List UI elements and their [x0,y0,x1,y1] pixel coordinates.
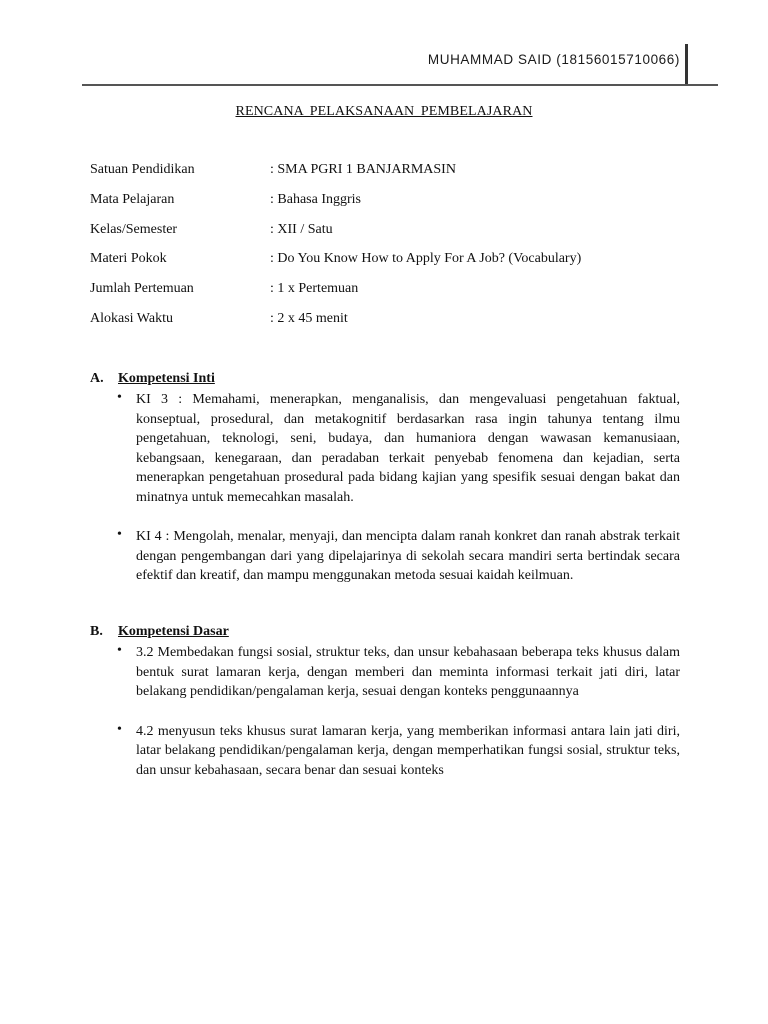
bullet-dot-icon: • [117,390,122,405]
list-item-text: 4.2 menyusun teks khusus surat lamaran kerja, yang memberikan informasi antara lain jati diri, latar belakang pendidikan/pengalaman kerja, dengan memperhatikan fungsi sosial, struktur teks, dan unsur kebahasaan, secara benar dan sesuai konteks [136,723,680,778]
list-item-text: 3.2 Membedakan fungsi sosial, struktur teks, dan unsur kebahasaan beberapa teks khusus dalam bentuk surat lamaran kerja, dengan memberi dan meminta informasi terkait jati diri, latar belakang pendidikan/pengalaman kerja, sesuai dengan konteks penggunaannya [136,645,680,699]
header-author: MUHAMMAD SAID (18156015710066) [427,52,680,67]
info-row [90,281,690,311]
section-heading [90,371,680,390]
info-value: : Do You Know How to Apply For A Job? (Vocabulary) [270,251,582,267]
list-item [90,722,680,781]
info-table [90,162,690,341]
info-value: : 1 x Pertemuan [270,281,359,297]
list-item-text: KI 4 : Mengolah, menalar, menyaji, dan mencipta dalam ranah konkret dan ranah abstrak terkait dengan pengembangan dari yang dipelajarinya di sekolah secara mandiri serta bertindak secara efektif dan kreatif, dan mampu menggunakan metoda sesuai kaidah keilmuan. [136,529,680,583]
bullet-dot-icon: • [117,721,122,737]
info-row [90,162,690,192]
section-title: Kompetensi Inti [118,371,215,386]
info-row [90,192,690,222]
list-item [90,643,680,702]
info-label: Jumlah Pertemuan [90,281,194,297]
section-title: Kompetensi Dasar [118,624,229,639]
info-value: : 2 x 45 menit [270,310,348,326]
header-vertical-bar [685,44,688,86]
section-letter: B. [90,624,103,639]
section-kompetensi-dasar [90,624,680,780]
header-divider [82,84,718,86]
bullet-dot-icon: • [117,643,122,658]
info-label: Mata Pelajaran [90,191,175,207]
bullet-dot-icon: • [117,527,122,542]
section-letter: A. [90,371,104,386]
info-label: Kelas/Semester [90,221,178,237]
info-row [90,222,690,252]
info-value: : XII / Satu [270,221,333,237]
list-item [90,527,680,586]
info-row [90,251,690,281]
list-item-text: KI 3 : Memahami, menerapkan, menganalisis, dan mengevaluasi pengetahuan faktual, konseptual, prosedural, dan metakognitif berdasarkan rasa ingin tahunya tentang ilmu pengetahuan, teknologi, seni, budaya, dan humaniora dengan wawasan kemanusiaan, kebangsaan, kenegaraan, dan peradaban terkait penyebab fenomena dan kejadian, serta menerapkan pengetahuan prosedural pada bidang kajian yang spesifik sesuai dengan bakat dan minatnya untuk memecahkan masalah. [136,392,680,505]
info-label: Materi Pokok [90,251,167,267]
info-value: : Bahasa Inggris [270,191,361,207]
list-item [90,390,680,507]
document-title: RENCANA PELAKSANAAN PEMBELAJARAN [235,104,533,119]
info-label: Satuan Pendidikan [90,162,195,177]
info-label: Alokasi Waktu [90,310,173,326]
info-row [90,311,690,341]
section-kompetensi-inti [90,371,680,586]
info-value: : SMA PGRI 1 BANJARMASIN [270,162,456,177]
section-heading [90,624,680,643]
